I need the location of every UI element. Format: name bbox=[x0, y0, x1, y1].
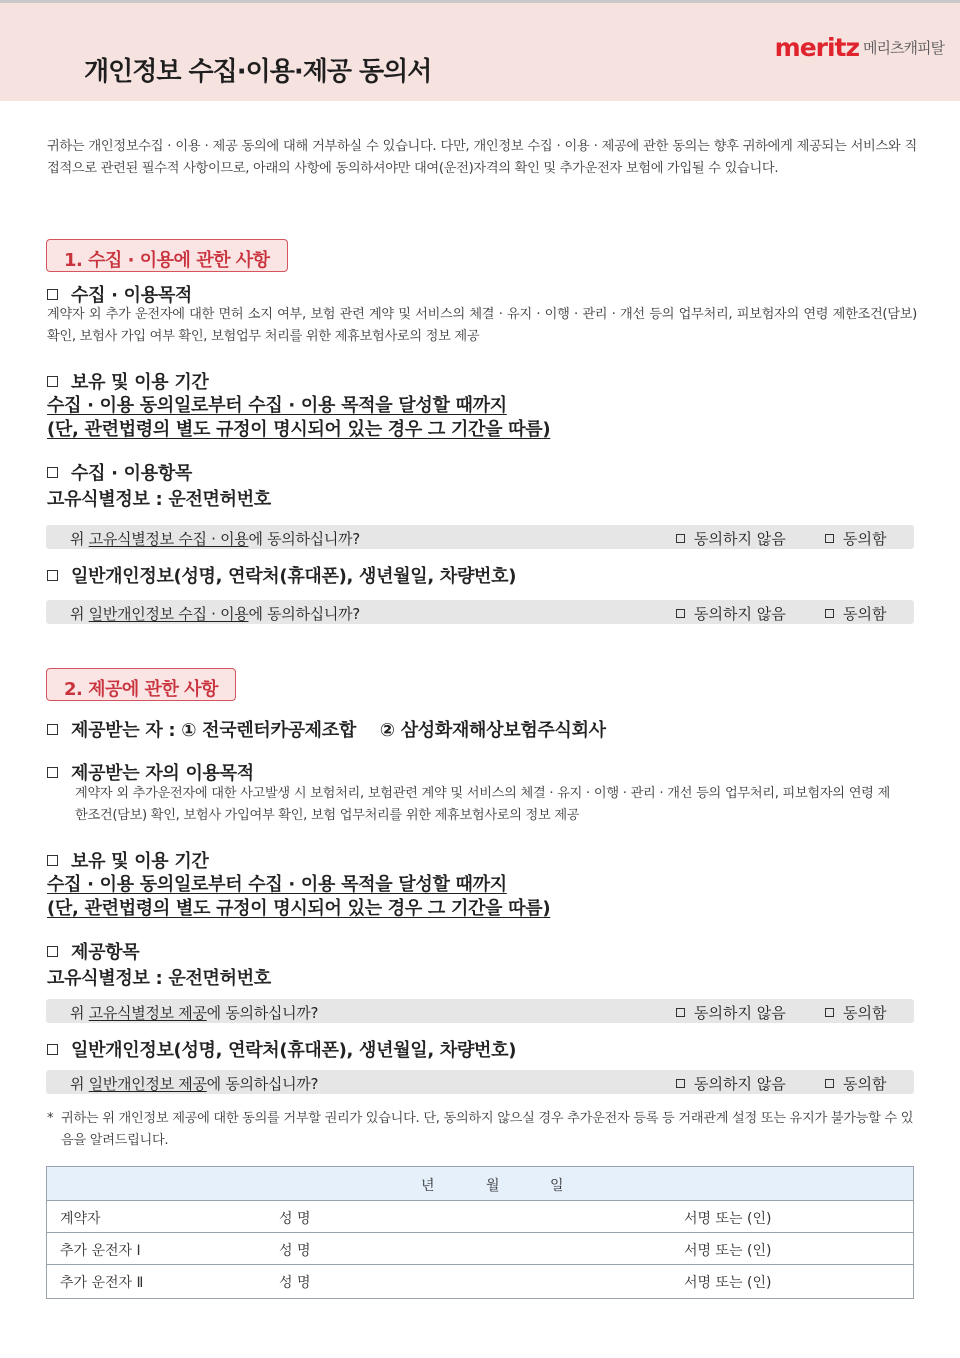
checkbox-square-icon bbox=[47, 376, 58, 387]
section2-items-title: 제공항목 bbox=[47, 938, 139, 964]
agree-checkbox[interactable]: 동의함 bbox=[825, 603, 886, 624]
section1-heading: 1. 수집 · 이용에 관한 사항 bbox=[46, 239, 288, 272]
section1-retention-title: 보유 및 이용 기간 bbox=[47, 368, 209, 394]
checkbox-square-icon bbox=[825, 1079, 834, 1088]
name-field[interactable]: 성 명 bbox=[279, 1211, 311, 1227]
footnote-text: 귀하는 위 개인정보 제공에 대한 동의를 거부할 권리가 있습니다. 단, 동의하지 않으실 경우 추가운전자 등록 등 거래관계 설정 또는 유지가 불가능할 수 있음을 알려드립니다. bbox=[61, 1111, 914, 1148]
checkbox-square-icon bbox=[676, 1008, 685, 1017]
name-field[interactable]: 성 명 bbox=[279, 1243, 311, 1259]
signature-field[interactable]: 서명 또는 (인) bbox=[684, 1243, 772, 1259]
signer-role: 추가 운전자 Ⅱ bbox=[60, 1275, 144, 1291]
agree-checkbox[interactable]: 동의함 bbox=[825, 528, 886, 549]
consent-question-bar bbox=[46, 1070, 914, 1094]
checkbox-square-icon bbox=[47, 946, 58, 957]
checkbox-square-icon bbox=[47, 289, 58, 300]
checkbox-square-icon bbox=[676, 1079, 685, 1088]
checkbox-square-icon bbox=[47, 767, 58, 778]
section1-purpose-text: 계약자 외 추가 운전자에 대한 면허 소지 여부, 보험 관련 계약 및 서비스의 체결 · 유지 · 이행 · 관리 · 개선 등의 업무처리, 피보험자의 연령 제한조건(담보) 확인, 보험사 가입 여부 확인, 보험업무 처리를 위한 제휴보험사로의 정보 제공 bbox=[47, 307, 917, 344]
section2-heading: 2. 제공에 관한 사항 bbox=[46, 668, 236, 701]
section2-unique-info: 고유식별정보 : 운전면허번호 bbox=[47, 968, 271, 989]
date-month-label: 월 bbox=[486, 1178, 500, 1194]
section2-purpose-text: 계약자 외 추가운전자에 대한 사고발생 시 보험처리, 보험관련 계약 및 서비스의 체결 · 유지 · 이행 · 관리 · 개선 등의 업무처리, 피보험자의 연령 제한조건(담보) 확인, 보험사 가입여부 확인, 보험 업무처리를 위한 제휴보험사로의 정보 제공 bbox=[75, 786, 890, 823]
logo-korean-name: 메리츠캐피탈 bbox=[863, 39, 944, 57]
consent-question-bar bbox=[46, 600, 914, 624]
section2-retention-line1: 수집 · 이용 동의일로부터 수집 · 이용 목적을 달성할 때까지 bbox=[47, 874, 507, 895]
footnote-marker: * bbox=[47, 1111, 54, 1126]
section1-purpose-title: 수집 · 이용목적 bbox=[47, 281, 192, 307]
disagree-checkbox[interactable]: 동의하지 않음 bbox=[676, 528, 786, 549]
footnote bbox=[47, 1108, 917, 1152]
signature-row bbox=[47, 1233, 913, 1265]
checkbox-square-icon bbox=[47, 855, 58, 866]
signature-field[interactable]: 서명 또는 (인) bbox=[684, 1211, 772, 1227]
checkbox-square-icon bbox=[47, 467, 58, 478]
company-logo bbox=[775, 33, 944, 62]
name-field[interactable]: 성 명 bbox=[279, 1275, 311, 1291]
signer-role: 계약자 bbox=[60, 1211, 101, 1227]
section2-retention-title: 보유 및 이용 기간 bbox=[47, 847, 209, 873]
checkbox-square-icon bbox=[825, 1008, 834, 1017]
intro-paragraph: 귀하는 개인정보수집 · 이용 · 제공 동의에 대해 거부하실 수 있습니다. 다만, 개인정보 수집 · 이용 · 제공에 관한 동의는 향후 귀하에게 제공되는 서비스와 직접적으로 관련된 필수적 사항이므로, 아래의 사항에 동의하셔야만 대여(운전)자격의 확인 및 추가운전자 보험에 가입될 수 있습니다. bbox=[47, 139, 917, 176]
consent-question-text: 위 고유식별정보 제공에 동의하십니까? bbox=[70, 1004, 319, 1022]
section1-items-title: 수집 · 이용항목 bbox=[47, 459, 192, 485]
agree-checkbox[interactable]: 동의함 bbox=[825, 1073, 886, 1094]
signature-row bbox=[47, 1201, 913, 1233]
section1-retention-line1: 수집 · 이용 동의일로부터 수집 · 이용 목적을 달성할 때까지 bbox=[47, 395, 507, 416]
disagree-checkbox[interactable]: 동의하지 않음 bbox=[676, 603, 786, 624]
checkbox-square-icon bbox=[47, 570, 58, 581]
disagree-checkbox[interactable]: 동의하지 않음 bbox=[676, 1073, 786, 1094]
signer-role: 추가 운전자 Ⅰ bbox=[60, 1243, 141, 1259]
section2-retention-line2: (단, 관련법령의 별도 규정이 명시되어 있는 경우 그 기간을 따름) bbox=[47, 898, 551, 919]
date-year-label: 년 bbox=[421, 1178, 435, 1194]
section2-general-info-title: 일반개인정보(성명, 연락처(휴대폰), 생년월일, 차량번호) bbox=[47, 1036, 516, 1062]
section1-general-info-title: 일반개인정보(성명, 연락처(휴대폰), 생년월일, 차량번호) bbox=[47, 562, 516, 588]
consent-question-bar bbox=[46, 999, 914, 1023]
agree-checkbox[interactable]: 동의함 bbox=[825, 1002, 886, 1023]
header-band bbox=[0, 0, 960, 101]
checkbox-square-icon bbox=[47, 1044, 58, 1055]
signature-field[interactable]: 서명 또는 (인) bbox=[684, 1275, 772, 1291]
checkbox-square-icon bbox=[825, 534, 834, 543]
document-title: 개인정보 수집·이용·제공 동의서 bbox=[84, 57, 432, 87]
disagree-checkbox[interactable]: 동의하지 않음 bbox=[676, 1002, 786, 1023]
signature-table bbox=[46, 1166, 914, 1299]
section2-recipient-title: 제공받는 자 : ① 전국렌터카공제조합 ② 삼성화재해상보험주식회사 bbox=[47, 716, 606, 742]
section1-unique-info: 고유식별정보 : 운전면허번호 bbox=[47, 489, 271, 510]
date-day-label: 일 bbox=[550, 1178, 564, 1194]
checkbox-square-icon bbox=[825, 609, 834, 618]
section1-retention-line2: (단, 관련법령의 별도 규정이 명시되어 있는 경우 그 기간을 따름) bbox=[47, 419, 551, 440]
consent-question-bar bbox=[46, 525, 914, 549]
logo-wordmark: meritz bbox=[774, 33, 860, 62]
signature-row bbox=[47, 1265, 913, 1298]
consent-question-text: 위 고유식별정보 수집 · 이용에 동의하십니까? bbox=[70, 530, 360, 548]
checkbox-square-icon bbox=[676, 609, 685, 618]
checkbox-square-icon bbox=[676, 534, 685, 543]
checkbox-square-icon bbox=[47, 724, 58, 735]
section2-purpose-title: 제공받는 자의 이용목적 bbox=[47, 759, 254, 785]
consent-question-text: 위 일반개인정보 수집 · 이용에 동의하십니까? bbox=[70, 605, 360, 623]
date-header-row bbox=[47, 1167, 913, 1201]
consent-question-text: 위 일반개인정보 제공에 동의하십니까? bbox=[70, 1075, 319, 1093]
